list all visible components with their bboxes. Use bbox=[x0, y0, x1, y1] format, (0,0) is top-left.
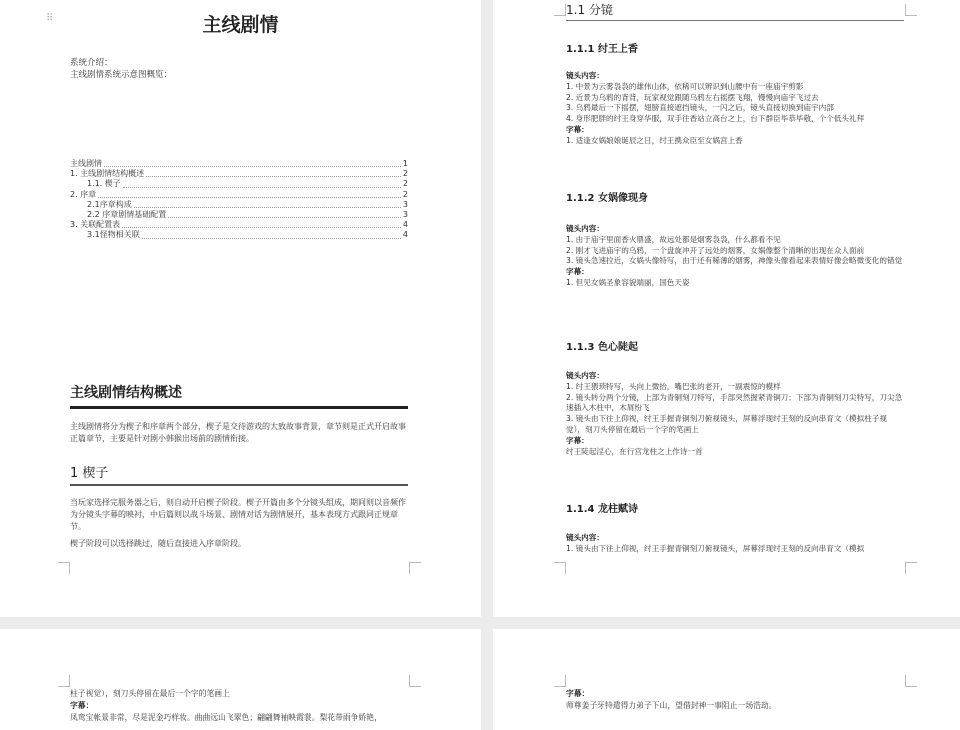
document-page-4 bbox=[493, 629, 960, 730]
heading-rule bbox=[70, 406, 408, 409]
list-item: 1. 镜头由下往上仰视，纣王手握青铜刻刀俯视镜头，屏幕浮现纣王刻的反向串育文（模拟 bbox=[566, 543, 865, 553]
list-item: 2. 刚才飞进庙宇的乌鸦，一个盘旋冲开了远处的烟雾，女娲像整个清晰的出现在众人面前 bbox=[566, 245, 865, 255]
scene-title-3: 1.1.3 色心陡起 bbox=[566, 342, 638, 353]
intro-label: 系统介绍： bbox=[70, 58, 113, 68]
list-item: 3. 镜头由下往上仰视，纣王手握青铜刻刀俯视镜头，屏幕浮现纣王刻的反向串育文（模拟柱子视觉），刻刀头停留在最后一个字的笔画上 bbox=[566, 414, 887, 434]
scene-3-content: 镜头内容： 1. 纣王猥琐特写，头向上微抬，嘴巴张的老开，一副震惊的模样 2. 镜头转分两个分镜，上部为青铜刻刀特写，手部突然握紧青铜刀；下部为青铜刻刀尖特写，刀尖急速插入木柱中，木屑纷飞 3. 镜头由下往上仰视，纣王手握青铜刻刀俯视镜头，屏幕浮现纣王刻的反向串育文（模拟柱子视觉），刻刀头停留在最后一个字的笔画上 字幕： 纣王陡起淫心，在行宫龙柱之上作诗一首 bbox=[566, 371, 903, 456]
wedge-paragraph-2: 楔子阶段可以选择跳过，随后直接进入序章阶段。 bbox=[70, 539, 246, 548]
drag-handle-icon[interactable]: ⠿ bbox=[46, 13, 55, 24]
crop-mark bbox=[409, 675, 421, 687]
toc-entry[interactable]: 主线剧情 1 bbox=[70, 159, 408, 168]
intro-text: 主线剧情系统示意图概览： bbox=[70, 70, 173, 80]
document-page-3 bbox=[0, 629, 481, 730]
table-of-contents bbox=[70, 159, 408, 241]
scene-title-2: 1.1.2 女娲像现身 bbox=[566, 193, 648, 204]
crop-mark bbox=[905, 4, 917, 16]
scene-2-content: 镜头内容： 1. 由于庙宇里面香火鼎盛，故远处都是烟雾袅袅，什么都看不见 2. 刚才飞进庙宇的乌鸦，一个盘旋冲开了远处的烟雾，女娲像整个清晰的出现在众人面前 3. 镜头急速拉近，女娲头像特写，由于还有稀薄的烟雾，神像头像看起来表情好像会略微变化的错觉 字幕： 1. 但见女娲圣象容貌端丽，国色天姿 bbox=[566, 224, 903, 287]
list-item: 1. 但见女娲圣象容貌端丽，国色天姿 bbox=[566, 277, 690, 287]
section-title: 1.1 分镜 bbox=[566, 3, 613, 17]
list-item: 3. 乌鸦最后一下摇摆，翅膀直接遮挡镜头，一闪之后，镜头直接切换到庙宇内部 bbox=[566, 103, 834, 113]
scene-title-1: 1.1.1 纣王上香 bbox=[566, 44, 638, 55]
scene-4-content: 镜头内容： 1. 镜头由下往上仰视，纣王手握青铜刻刀俯视镜头，屏幕浮现纣王刻的反向串育文（模拟 bbox=[566, 533, 904, 555]
list-item: 4. 身形肥胖的纣王身穿华服，双手往香站立高台之上，台下群臣毕恭毕敬，个个低头礼拜 bbox=[566, 114, 865, 124]
toc-entry[interactable]: 2.2 序章剧情基础配置 3 bbox=[87, 210, 408, 220]
heading-rule bbox=[70, 484, 408, 486]
continued-text: 字幕： 师尊姜子牙特遣得力弟子下山，望借封神一事阻止一场浩劫。 bbox=[566, 689, 777, 710]
overview-paragraph: 主线剧情将分为楔子和序章两个部分，楔子是交待游戏的大致故事背景，章节则是正式开启故事正篇章节，主要是针对剧小韩猴出场前的剧情衔接。 bbox=[70, 422, 406, 443]
toc-entry[interactable]: 3.1怪物相关联 4 bbox=[87, 230, 408, 240]
crop-mark bbox=[905, 675, 917, 687]
list-item: 1. 适逢女娲娘娘诞辰之日，纣王携众臣至女娲宫上香 bbox=[566, 135, 743, 145]
scene-1-content: 镜头内容： 1. 中景为云雾袅袅的雄伟山体，依稀可以辨识到山腰中有一座庙宇剪影 2. 近景为乌鸦的背背，玩家视觉跟随乌鸦左右摇摆飞翔，慢慢向庙宇飞过去 3. 乌鸦最后一下摇摆，翅膀直接遮挡镜头，一闪之后，镜头直接切换到庙宇内部 4. 身形肥胖的纣王身穿华服，双手往香站立高台之上，台下群臣毕恭毕敬，个个低头礼拜 字幕： 1. 适逢女娲娘娘诞辰之日，纣王携众臣至女娲宫上香 bbox=[566, 71, 904, 147]
list-item: 1. 由于庙宇里面香火鼎盛，故远处都是烟雾袅袅，什么都看不见 bbox=[566, 234, 781, 244]
crop-mark bbox=[905, 562, 917, 574]
list-item: 3. 镜头急速拉近，女娲头像特写，由于还有稀薄的烟雾，神像头像看起来表情好像会略微变化的错觉 bbox=[566, 256, 903, 266]
list-item: 2. 近景为乌鸦的背背，玩家视觉跟随乌鸦左右摇摆飞翔，慢慢向庙宇飞过去 bbox=[566, 92, 819, 102]
wedge-paragraph: 当玩家选择完服务器之后，则自动开启楔子阶段。楔子开篇由多个分镜头组成，期间则以音频作为分镜头字幕的映衬，中后篇则以战斗场景、剧情对话为剧情展开，基本表现方式跟同正规章节。 bbox=[70, 498, 406, 531]
toc-entry[interactable]: 2.1序章构成 3 bbox=[87, 199, 408, 209]
crop-mark bbox=[554, 675, 566, 687]
crop-mark bbox=[409, 562, 421, 574]
toc-entry[interactable]: 2. 序章 2 bbox=[70, 189, 408, 199]
crop-mark bbox=[554, 562, 566, 574]
list-item: 1. 纣王猥琐特写，头向上微抬，嘴巴张的老开，一副震惊的模样 bbox=[566, 381, 781, 391]
toc-entry[interactable]: 1.1. 楔子 2 bbox=[87, 179, 408, 189]
list-item: 1. 中景为云雾袅袅的雄伟山体，依稀可以辨识到山腰中有一座庙宇剪影 bbox=[566, 81, 804, 91]
continued-text: 柱子视觉），刻刀头停留在最后一个字的笔画上 字幕： 凤鸾宝帐景非常，尽是泥金巧样妆。曲曲远山飞翠色；翩翩舞袖映霞裳。梨花带雨争娇艳， bbox=[70, 689, 382, 722]
document-title: 主线剧情 bbox=[202, 14, 279, 36]
heading-rule bbox=[566, 20, 904, 21]
crop-mark bbox=[58, 675, 70, 687]
document-page-1 bbox=[0, 0, 481, 617]
list-item: 2. 镜头转分两个分镜，上部为青铜刻刀特写，手部突然握紧青铜刀；下部为青铜刻刀尖特写，刀尖急速插入木柱中，木屑纷飞 bbox=[566, 392, 903, 413]
overview-heading: 主线剧情结构概述 bbox=[70, 385, 182, 401]
crop-mark bbox=[554, 4, 566, 16]
wedge-heading: 1 楔子 bbox=[70, 466, 109, 481]
scene-title-4: 1.1.4 龙柱赋诗 bbox=[566, 504, 638, 515]
toc-entry[interactable]: 3. 关联配置表 4 bbox=[70, 220, 408, 230]
crop-mark bbox=[58, 562, 70, 574]
list-item: 纣王陡起淫心，在行宫龙柱之上作诗一首 bbox=[566, 446, 703, 456]
toc-entry[interactable]: 1. 主线剧情结构概述 2 bbox=[70, 169, 408, 179]
